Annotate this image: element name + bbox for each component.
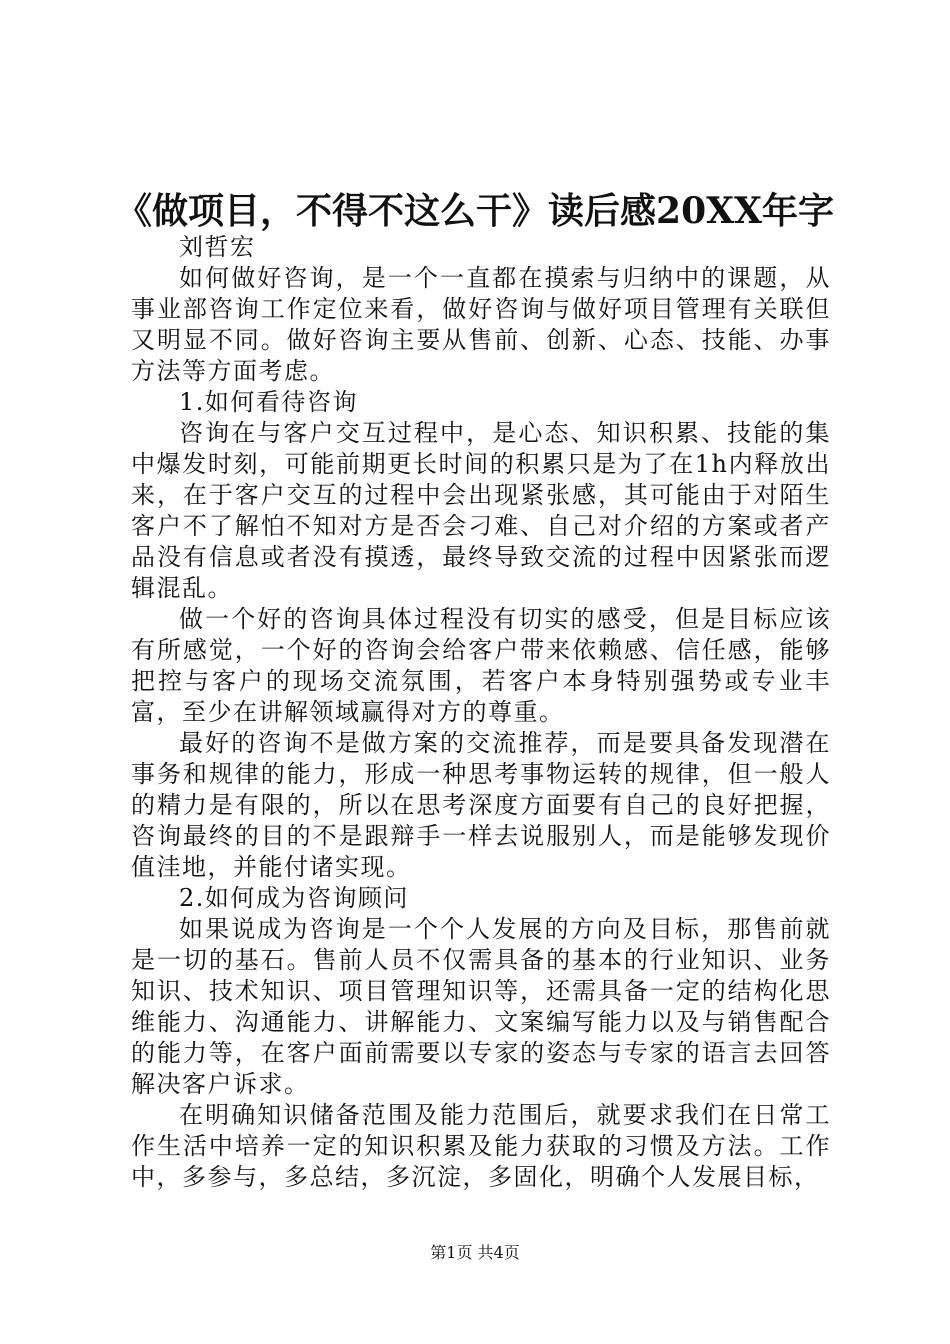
paragraph: 如果说成为咨询是一个个人发展的方向及目标，那售前就是一切的基石。售前人员不仅需具备的基本的行业知识、业务知识、技术知识、项目管理知识等，还需具备一定的结构化思维能力、沟通能力、讲解能力、文案编写能力以及与销售配合的能力等，在客户面前需要以专家的姿态与专家的语言去回答解决客户诉求。	[131, 915, 831, 1098]
document-title: 《做项目，不得不这么干》读后感20XX年字	[116, 190, 834, 232]
paragraph: 做一个好的咨询具体过程没有切实的感受，但是目标应该有所感觉，一个好的咨询会给客户带来依赖感、信任感，能够把控与客户的现场交流氛围，若客户本身特别强势或专业丰富，至少在讲解领域赢得对方的尊重。	[131, 605, 831, 726]
document-body	[131, 232, 831, 1193]
paragraph: 咨询在与客户交互过程中，是心态、知识积累、技能的集中爆发时刻，可能前期更长时间的积累只是为了在1h内释放出来，在于客户交互的过程中会出现紧张感，其可能由于对陌生客户不了解怕不知对方是否会刁难、自己对介绍的方案或者产品没有信息或者没有摸透，最终导致交流的过程中因紧张而逻辑混乱。	[131, 419, 831, 602]
paragraph: 最好的咨询不是做方案的交流推荐，而是要具备发现潜在事务和规律的能力，形成一种思考事物运转的规律，但一般人的精力是有限的，所以在思考深度方面要有自己的良好把握，咨询最终的目的不是跟辩手一样去说服别人，而是能够发现价值洼地，并能付诸实现。	[131, 729, 831, 881]
paragraph: 在明确知识储备范围及能力范围后，就要求我们在日常工作生活中培养一定的知识积累及能力获取的习惯及方法。工作中，多参与，多总结，多沉淀，多固化，明确个人发展目标，	[131, 1101, 831, 1191]
paragraph: 如何做好咨询，是一个一直都在摸索与归纳中的课题，从事业部咨询工作定位来看，做好咨询与做好项目管理有关联但又明显不同。做好咨询主要从售前、创新、心态、技能、办事方法等方面考虑。	[131, 264, 831, 385]
section-heading: 1.如何看待咨询	[179, 388, 358, 416]
page-footer: 第1页 共4页	[430, 1243, 520, 1262]
section-heading: 2.如何成为咨询顾问	[179, 884, 409, 912]
author-line: 刘哲宏	[179, 233, 256, 261]
